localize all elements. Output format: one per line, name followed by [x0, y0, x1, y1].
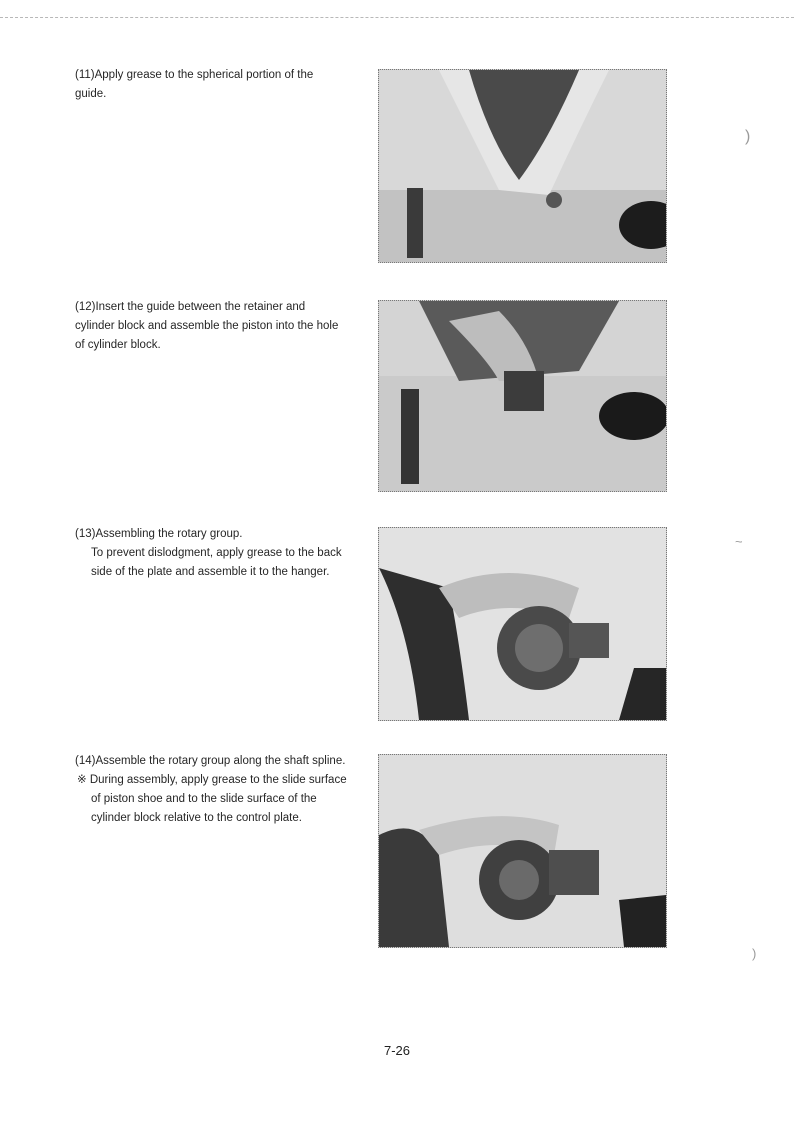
step-text: Assemble the rotary group along the shaft spline. — [95, 755, 346, 767]
photo-assemble-rotary-group-spline — [378, 754, 667, 948]
page-number: 7-26 — [383, 1043, 411, 1058]
step-number: (14) — [75, 755, 96, 767]
step-14 — [75, 752, 347, 828]
step-11 — [75, 66, 347, 104]
photo-assemble-rotary-group — [378, 527, 667, 721]
step-note-text: During assembly, apply grease to the slide surface of piston shoe and to the slide surface of the cylinder block relative to the control plate. — [89, 774, 347, 824]
margin-mark: ~ — [735, 534, 743, 549]
step-text: Insert the guide between the retainer and cylinder block and assemble the piston into the hole of cylinder block. — [75, 301, 339, 351]
step-sub-text: To prevent dislodgment, apply grease to the back side of the plate and assemble it to the hanger. — [91, 547, 342, 578]
step-number: (13) — [75, 528, 96, 540]
step-12 — [75, 298, 347, 355]
step-number: (11) — [75, 69, 95, 81]
step-text: Apply grease to the spherical portion of the guide. — [75, 69, 314, 100]
step-text: Assembling the rotary group. — [95, 528, 243, 540]
margin-mark: ) — [745, 128, 751, 145]
photo-insert-guide-piston — [378, 300, 667, 492]
note-mark: ※ — [77, 774, 87, 786]
top-rule — [0, 17, 794, 18]
photo-apply-grease-guide — [378, 69, 667, 263]
margin-mark: ) — [752, 946, 757, 961]
step-number: (12) — [75, 301, 96, 313]
step-13 — [75, 525, 347, 582]
